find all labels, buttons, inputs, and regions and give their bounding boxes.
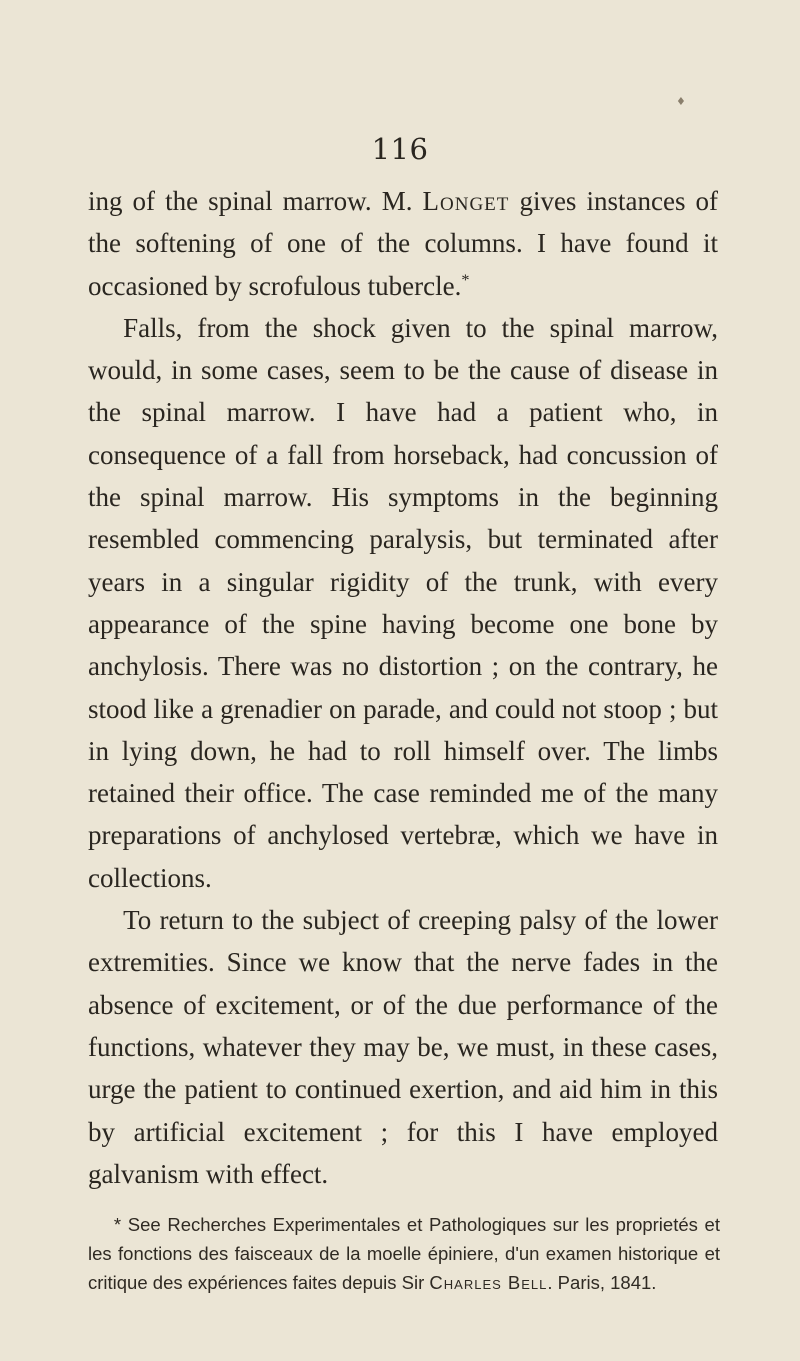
paragraph-1-start: ing of the spinal marrow. M. (88, 186, 423, 216)
paragraph-2: Falls, from the shock given to the spinal marrow, would, in some cases, seem to be the cause of disease in the spinal marrow. I have had a patient who, in consequence of a fall from horseback, had concussion of the spinal marrow. His symptoms in the beginning resembled commencing paralysis, but terminated after years in a singular rigidity of the trunk, with every appearance of the spine having become one bone by anchylosis. There was no distortion ; on the contrary, he stood like a grenadier on parade, and could not stoop ; but in lying down, he had to roll himself over. The limbs retained their office. The case reminded me of the many preparations of anchylosed vertebræ, which we have in collections. (88, 312, 718, 893)
body-text (88, 180, 718, 1195)
footnote-tail: . Paris, 1841. (547, 1272, 657, 1293)
footnote (88, 1210, 720, 1297)
footnote-reference: * (461, 270, 470, 289)
paragraph-3: To return to the subject of creeping palsy of the lower extremities. Since we know that the nerve fades in the absence of excitement, or of the due performance of the functions, whatever they may be, we must, in these cases, urge the patient to continued exertion, and aid him in this by artificial excitement ; for this I have employed galvanism with effect. (88, 905, 718, 1189)
footnote-text: See Recherches Experimentales et Pathologiques sur les proprietés et les fonctions des faisceaux de la moelle épiniere, d'un examen historique et critique des expériences faites depuis Sir (88, 1214, 720, 1293)
author-name-longet: Longet (422, 186, 510, 216)
author-name-charles-bell: Charles Bell (429, 1272, 548, 1293)
corner-mark: ♦ (676, 95, 686, 108)
footnote-paragraph (88, 1210, 720, 1297)
footnote-marker: * (113, 1214, 122, 1235)
paragraph-1-end: gives instances of the softening of one of the columns. I have found it occasioned by scrofulous tubercle. (88, 186, 719, 301)
paragraph-1 (88, 180, 718, 307)
page-number: 116 (371, 132, 429, 166)
